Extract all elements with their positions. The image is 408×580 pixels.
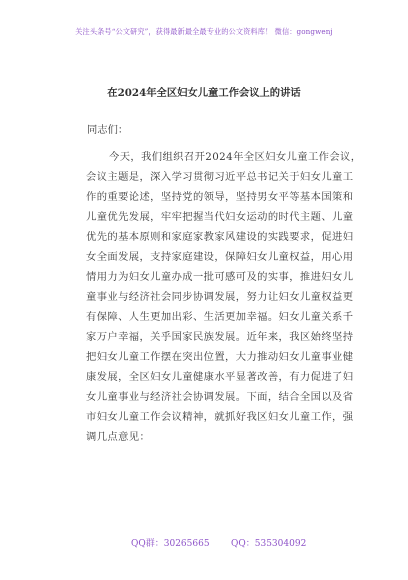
- body-line: 调几点意见：: [86, 431, 151, 443]
- footer: [0, 536, 408, 550]
- body-line: 家万户幸福，关乎国家民族发展。近年来，我区始终坚持: [86, 331, 354, 343]
- body-line: 有保障、人生更加出彩、生活更加幸福。妇女儿童关系千: [86, 311, 354, 323]
- body-line: 优先的基本原则和家庭家教家风建设的实践要求，促进妇: [86, 231, 354, 243]
- qq-number: QQ：535304092: [231, 539, 307, 549]
- body-line: 女儿童事业与经济社会协调发展。下面，结合全国以及省: [86, 391, 354, 403]
- body-line: 情用力为妇女儿童办成一批可感可及的实事，推进妇女儿: [86, 271, 354, 283]
- salutation: 同志们：: [87, 124, 129, 136]
- body-line: 女全面发展，支持家庭建设，保障妇女儿童权益，用心用: [86, 251, 354, 263]
- body-line: 今天，我们组织召开2024年全区妇女儿童工作会议，: [109, 151, 362, 163]
- header-banner: 关注头条号“公文研究”，获得最新最全最专业的公文资料库！ 微信：gongwenj: [75, 27, 333, 36]
- body-line: 作的重要论述，坚持党的领导，坚持男女平等基本国策和: [86, 191, 354, 203]
- body-line: 儿童优先发展，牢牢把握当代妇女运动的时代主题、儿童: [86, 211, 354, 223]
- body-line: 童事业与经济社会同步协调发展，努力让妇女儿童权益更: [86, 291, 354, 303]
- qq-group-number: QQ群：30265665: [131, 539, 210, 549]
- document-title: 在2024年全区妇女儿童工作会议上的讲话: [107, 87, 301, 99]
- body-line: 市妇女儿童工作会议精神，就抓好我区妇女儿童工作，强: [86, 411, 354, 423]
- body-line: 把妇女儿童工作摆在突出位置，大力推动妇女儿童事业健: [86, 351, 354, 363]
- body-line: 会议主题是，深入学习贯彻习近平总书记关于妇女儿童工: [86, 171, 354, 183]
- body-line: 康发展，全区妇女儿童健康水平显著改善，有力促进了妇: [86, 371, 354, 383]
